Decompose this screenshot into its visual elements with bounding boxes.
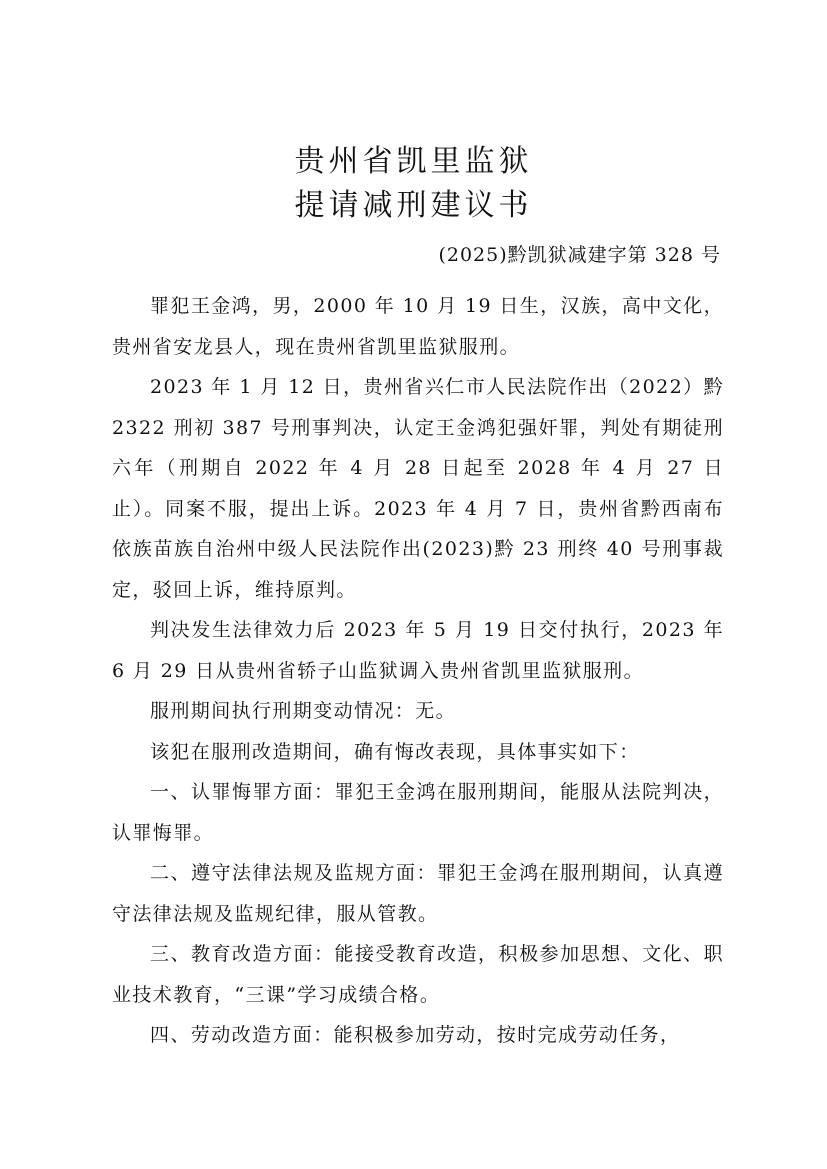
paragraph-rule-compliance: 二、遵守法律法规及监规方面：罪犯王金鸿在服刑期间，认真遵守法律法规及监规纪律，服从管教。 [112,862,724,925]
paragraph-education: 三、教育改造方面：能接受教育改造，积极参加思想、文化、职业技术教育，“三课”学习成绩合格。 [112,943,724,1006]
paragraph-repentance-intro: 该犯在服刑改造期间，确有悔改表现，具体事实如下： [150,740,640,763]
paragraph-offender-info: 罪犯王金鸿，男，2000 年 10 月 19 日生，汉族，高中文化，贵州省安龙县人，现在贵州省凯里监狱服刑。 [112,295,724,358]
paragraph-execution: 判决发生法律效力后 2023 年 5 月 19 日交付执行，2023 年 6 月 29 日从贵州省轿子山监狱调入贵州省凯里监狱服刑。 [112,619,724,682]
document-title-line-2: 提请减刑建议书 [294,188,533,223]
paragraph-admission-of-guilt: 一、认罪悔罪方面：罪犯王金鸿在服刑期间，能服从法院判决，认罪悔罪。 [112,781,724,844]
paragraph-labor: 四、劳动改造方面：能积极参加劳动，按时完成劳动任务， [150,1024,681,1046]
paragraph-judgment: 2023 年 1 月 12 日，贵州省兴仁市人民法院作出（2022）黔 2322 刑初 387 号刑事判决，认定王金鸿犯强奸罪，判处有期徒刑六年（刑期自 2022 年 4 月 28 日起至 2028 年 4 月 27 日止）。同案不服，提出上诉。2023 年 4 月 7 日，贵州省黔西南布依族苗族自治州中级人民法院作出(2023)黔 23 刑终 40 号刑事裁定，驳回上诉，维持原判。 [112,376,724,601]
document-number: (2025)黔凯狱减建字第 328 号 [438,244,721,266]
paragraph-sentence-changes: 服刑期间执行刑期变动情况：无。 [150,700,457,722]
document-body [112,286,724,1056]
document-title-line-1: 贵州省凯里监狱 [294,144,533,179]
